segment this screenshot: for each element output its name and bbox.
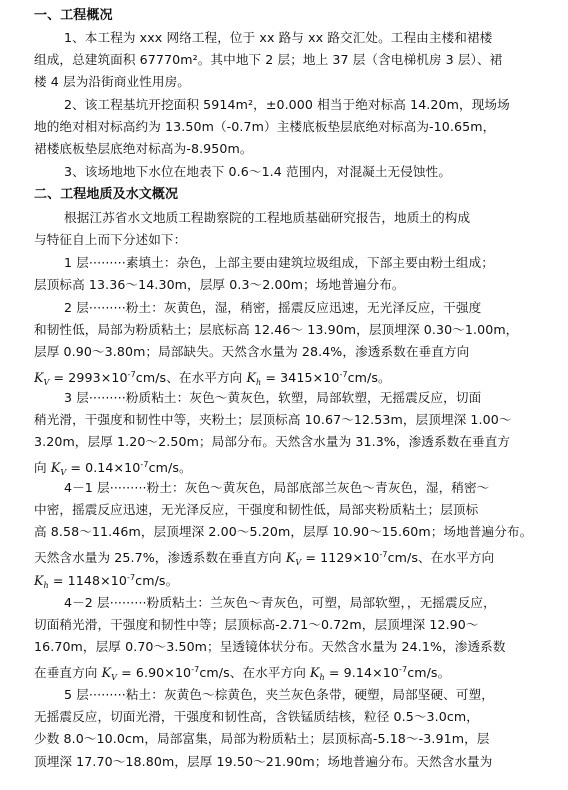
- layer-3-line: 3 层·········粉质粘土：灰色～黄灰色，软塑，局部软塑，无摇震反应，切面: [64, 390, 482, 405]
- layer-4-1-line: 中密，摇震反应迅速，无光泽反应，干强度和韧性低，局部夹粉质粘土；层顶标: [34, 502, 479, 517]
- kv-value: = 0.14×10: [70, 460, 141, 475]
- layer-5-line: 5 层·········粘土：灰黄色～棕黄色，夹兰灰色条带，硬塑，局部坚硬、可塑，: [64, 687, 494, 702]
- kv-exponent: -7: [140, 460, 149, 469]
- layer-5-line: 无摇震反应，切面光滑，干强度和韧性高，含铁锰质结核，粒径 0.5～3.0cm，: [34, 709, 479, 724]
- kv-unit: cm/s、在水平方向: [135, 370, 243, 385]
- layer-4-2-line: 切面稍光滑，干强度和韧性中等；层顶标高-2.71～0.72m，层顶埋深 12.90～: [34, 617, 479, 632]
- layer-2-line: 2 层·········粉土：灰黄色，湿，稍密，摇震反应迅速，无光泽反应，干强度: [64, 300, 482, 315]
- layer-2-line: 层厚 0.90～3.80m；局部缺失。天然含水量为 28.4%，渗透系数在垂直方向: [34, 344, 470, 359]
- kv-value: = 6.90×10: [121, 665, 192, 680]
- layer-1-line: 层顶标高 13.36～14.30m，层厚 0.3～2.00m；场地普遍分布。: [34, 277, 405, 292]
- kv-exponent: -7: [379, 550, 388, 559]
- kh-exponent: -7: [126, 573, 136, 582]
- kh-symbol: $K_h$: [34, 573, 49, 590]
- kv-symbol: $K_V$: [50, 460, 67, 477]
- layer-text: 天然含水量为 25.7%，渗透系数在垂直方向: [34, 550, 282, 565]
- layer-4-1-line: 4－1 层·········粉土：灰色～黄灰色，局部底部兰灰色～青灰色，湿，稍密～: [64, 480, 490, 495]
- layer-1-line: 1 层·········素填土：杂色，上部主要由建筑垃圾组成，下部主要由粉土组成；: [64, 255, 494, 270]
- kv-unit: cm/s、在水平方向: [199, 665, 306, 680]
- kv-value: = 1129×10: [305, 550, 380, 565]
- kv-unit: cm/s。: [148, 460, 192, 475]
- kv-prefix: 向: [34, 460, 47, 475]
- kv-unit: cm/s、在水平方向: [387, 550, 495, 565]
- kv-value: = 2993×10: [53, 370, 128, 385]
- layer-5-line: 顶埋深 17.70～18.80m，层厚 19.50～21.90m；场地普遍分布。天然含水量为: [34, 754, 493, 769]
- layer-2-line: 和韧性低，局部为粉质粘土；层底标高 12.46～ 13.90m，层顶埋深 0.30～1.00m，: [34, 322, 519, 337]
- layer-4-2-line: 4－2 层·········粉质粘土：兰灰色～青灰色，可塑，局部软塑，，无摇震反应，: [64, 595, 496, 610]
- kh-unit: cm/s。: [407, 665, 451, 680]
- kh-unit: cm/s。: [347, 370, 391, 385]
- layer-4-1-line: 高 8.58～11.46m，层顶埋深 2.00～5.20m，层厚 10.90～15.60m；场地普遍分布。: [34, 524, 533, 539]
- paragraph-line: 组成，总建筑面积 67770m²。其中地下 2 层；地上 37 层（含电梯机房 3 层）、裙: [34, 52, 503, 67]
- section-heading-geology: 二、工程地质及水文概况: [34, 187, 179, 202]
- layer-5-line: 少数 8.0～10.0cm，局部富集，局部为粉质粘土；层顶标高-5.18～-3.91m，层: [34, 731, 490, 746]
- paragraph-line: 楼 4 层为沿街商业性用房。: [34, 74, 190, 89]
- kv-symbol: $K_V$: [34, 370, 50, 387]
- layer-3-line: 稍光滑，干强度和韧性中等，夹粉土；层顶标高 10.67～12.53m，层顶埋深 1.00～: [34, 412, 512, 427]
- kh-symbol: $K_h$: [310, 665, 325, 682]
- layer-3-line: 3.20m，层厚 1.20～2.50m；局部分布。天然含水量为 31.3%，渗透系数在垂直方: [34, 434, 511, 449]
- kh-value: = 3415×10: [265, 370, 340, 385]
- paragraph-line: 3、该场地地下水位在地表下 0.6～1.4 范围内，对混凝土无侵蚀性。: [64, 164, 452, 179]
- kv-symbol: $K_V$: [285, 550, 302, 567]
- paragraph-line: 与特征自上而下分述如下：: [34, 232, 187, 247]
- paragraph-line: 裙楼底板垫层底绝对标高为-8.950m。: [34, 141, 253, 156]
- layer-text: 在垂直方向: [34, 665, 98, 680]
- kh-value: = 1148×10: [52, 573, 127, 588]
- section-heading-overview: 一、工程概况: [34, 8, 113, 23]
- kh-symbol: $K_h$: [246, 370, 262, 387]
- paragraph-line: 2、该工程基坑开挖面积 5914m²，±0.000 相当于绝对标高 14.20m，现场场: [64, 97, 510, 112]
- kh-value: = 9.14×10: [328, 665, 399, 680]
- kh-exponent: -7: [399, 665, 408, 674]
- paragraph-line: 地的绝对相对标高约为 13.50m（-0.7m）主楼底板垫层底绝对标高为-10.65m，: [34, 119, 496, 134]
- kv-symbol: $K_V$: [101, 665, 117, 682]
- paragraph-line: 1、本工程为 xxx 网络工程，位于 xx 路与 xx 路交汇处。工程由主楼和裙楼: [64, 30, 493, 45]
- paragraph-line: 根据江苏省水文地质工程勘察院的工程地质基础研究报告，地质土的构成: [64, 210, 471, 225]
- layer-4-2-line: 16.70m，层厚 0.70～3.50m；呈透镜体状分布。天然含水量为 24.1%，渗透系数: [34, 639, 506, 654]
- kv-exponent: -7: [191, 665, 200, 674]
- kh-unit: cm/s。: [135, 573, 179, 588]
- kv-exponent: -7: [127, 370, 136, 379]
- kh-exponent: -7: [339, 370, 348, 379]
